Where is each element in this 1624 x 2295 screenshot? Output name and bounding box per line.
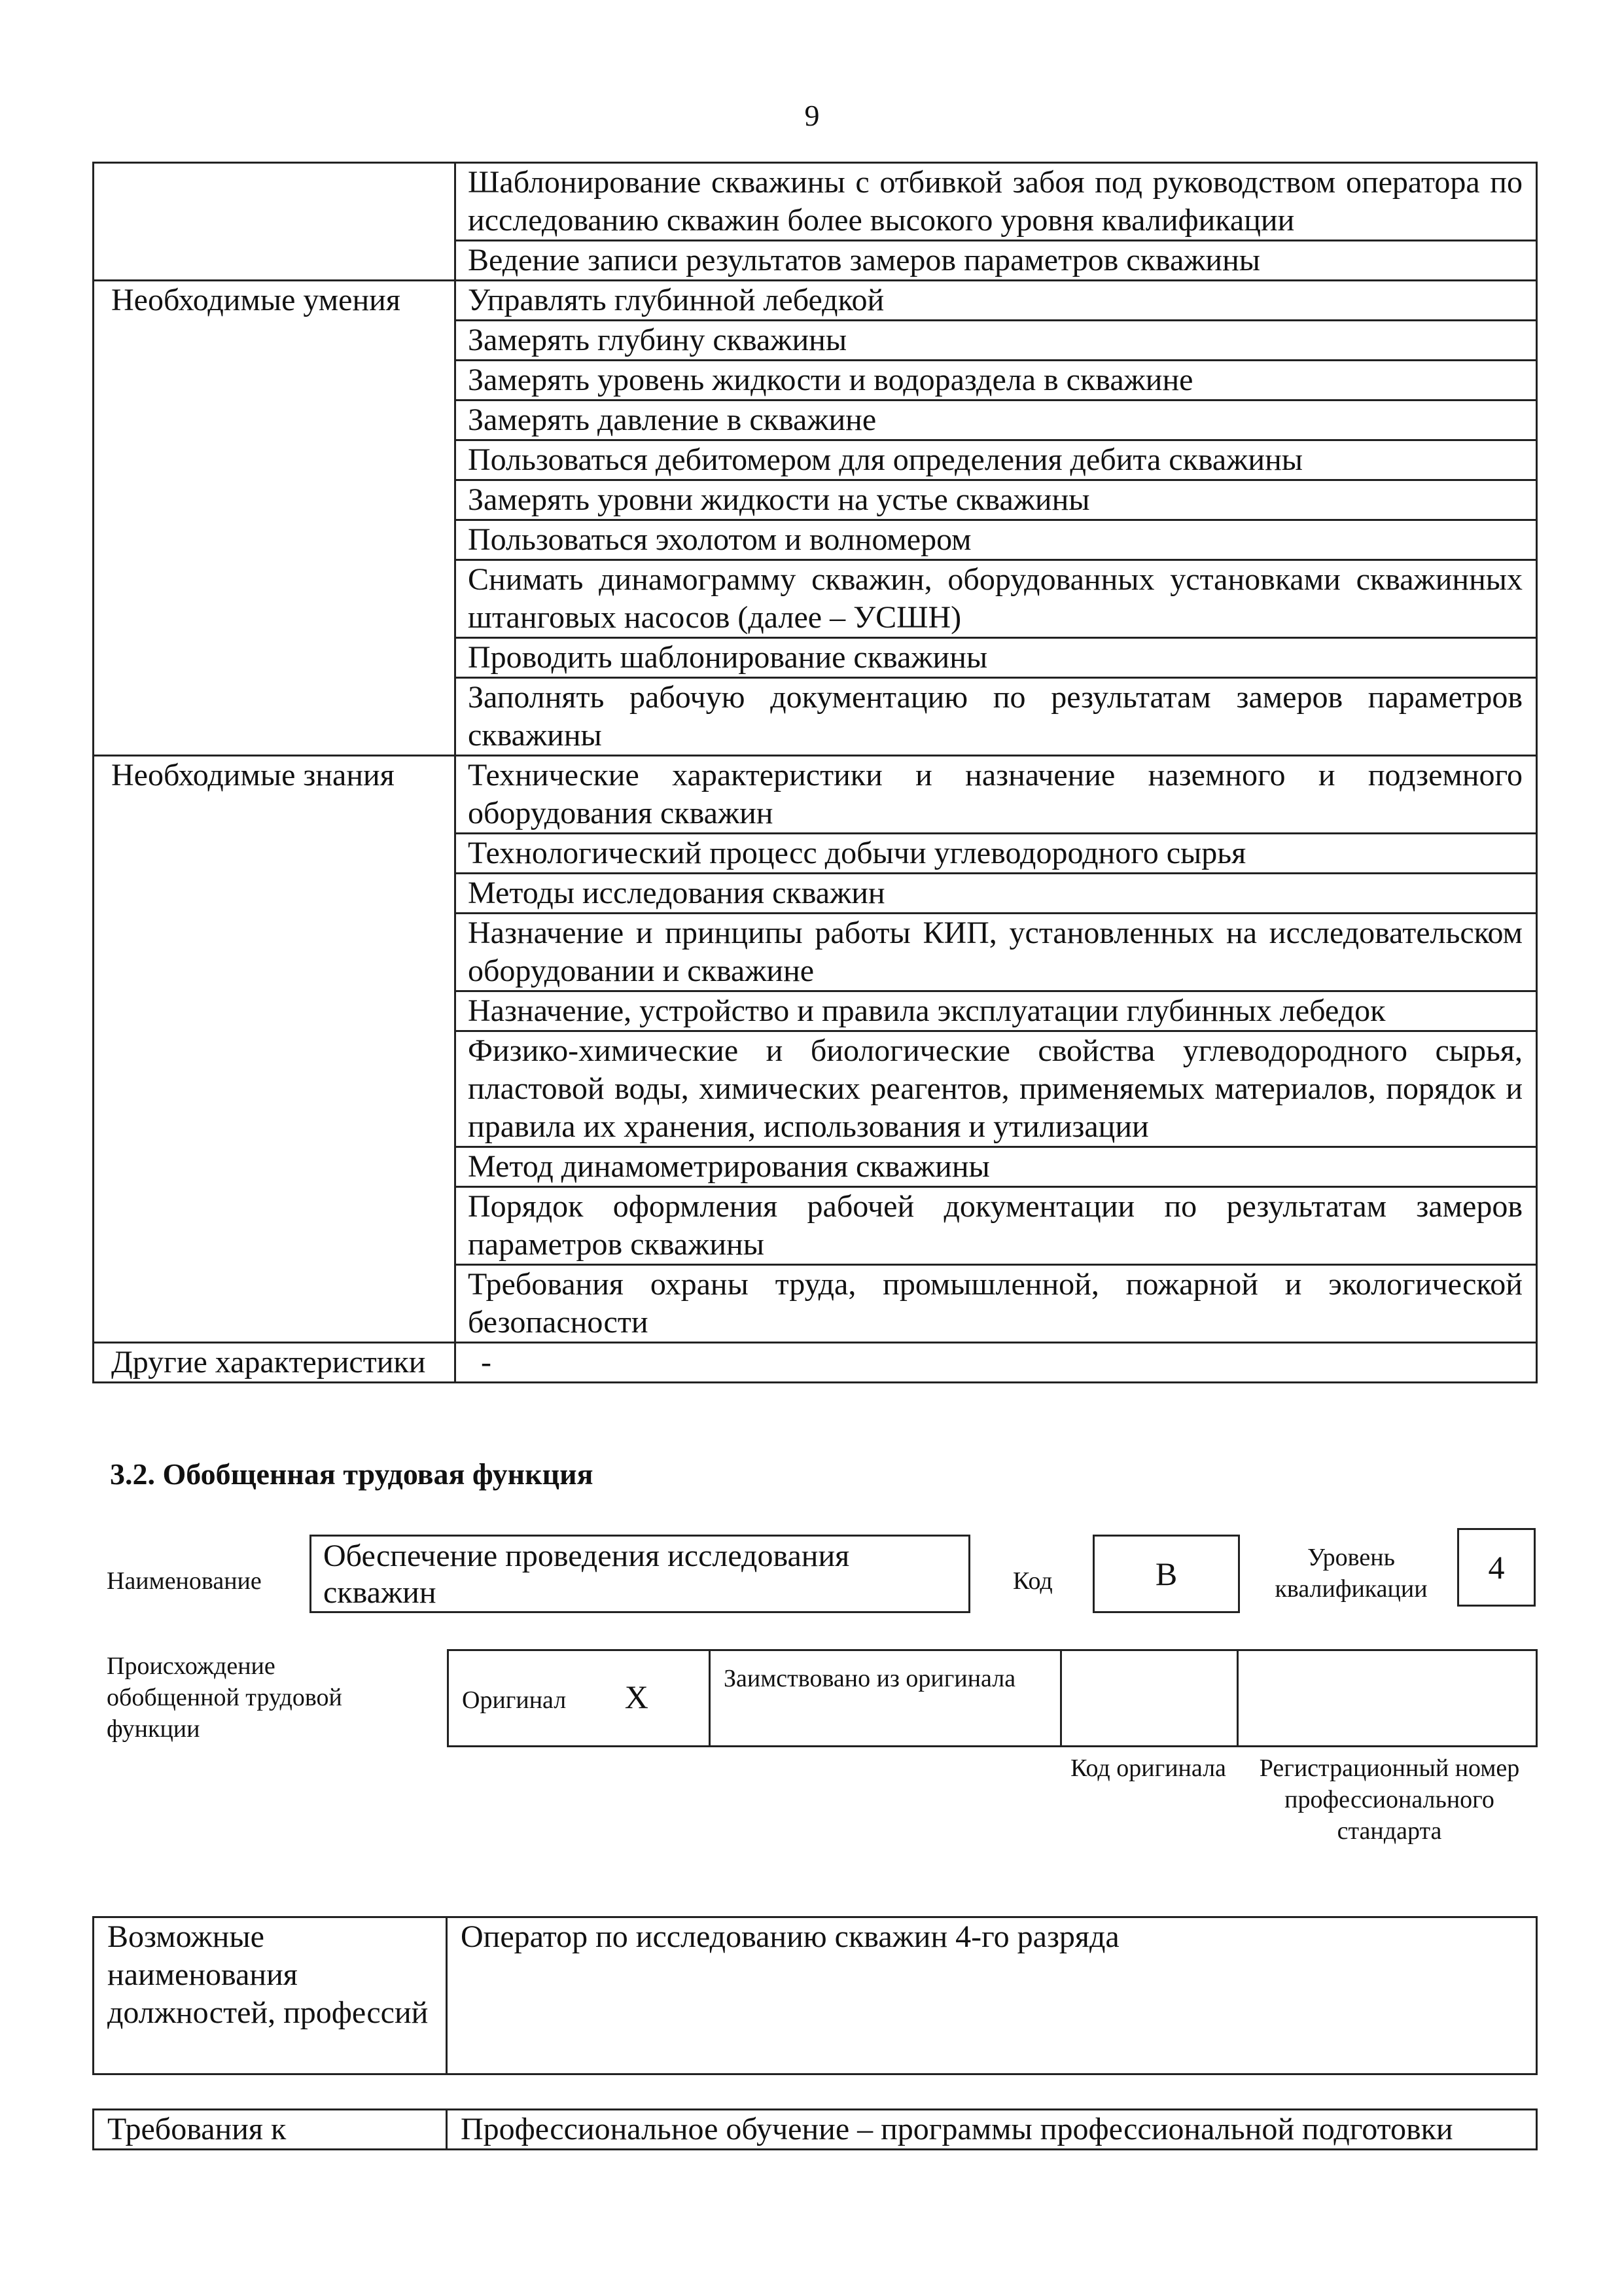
row-item-text: Требования охраны труда, промышленной, пожарной и экологической безопасности: [455, 1265, 1537, 1343]
row-item-text: -: [455, 1343, 1537, 1383]
level-value: 4: [1457, 1528, 1536, 1607]
table-row: [94, 281, 1537, 321]
row-item-text: Снимать динамограмму скважин, оборудованных установками скважинных штанговых насосов (далее – УСШН): [455, 560, 1537, 638]
original-label: Оригинал: [462, 1686, 567, 1714]
row-item-text: Назначение и принципы работы КИП, установленных на исследовательском оборудовании и скважине: [455, 914, 1537, 991]
requirements-row-table: [92, 2108, 1538, 2150]
code-label: Код: [1013, 1567, 1053, 1595]
code-value: B: [1093, 1535, 1240, 1613]
page-number: 9: [804, 99, 820, 132]
table-row: [94, 1343, 1537, 1383]
row-item-text: Технологический процесс добычи углеводородного сырья: [455, 834, 1537, 874]
row-item-text: Заполнять рабочую документацию по результатам замеров параметров скважины: [455, 678, 1537, 756]
borrowed-code-cell: [1061, 1650, 1238, 1747]
row-group-label: Необходимые умения: [94, 281, 455, 756]
requirements-value: Профессиональное обучение – программы профессиональной подготовки: [447, 2110, 1537, 2150]
row-item-text: Пользоваться дебитомером для определения дебита скважины: [455, 440, 1537, 480]
table-row: [94, 163, 1537, 241]
name-label: Наименование: [107, 1567, 262, 1595]
row-group-label: [94, 163, 455, 281]
borrowed-label: Заимствовано из оригинала: [710, 1650, 1061, 1747]
level-label: Уровень квалификации: [1275, 1544, 1428, 1603]
row-item-text: Физико-химические и биологические свойства углеводородного сырья, пластовой воды, химических реагентов, применяемых материалов, порядок и правила их хранения, использования и утилизации: [455, 1031, 1537, 1147]
positions-table: [92, 1916, 1538, 2075]
row-item-text: Замерять уровни жидкости на устье скважины: [455, 480, 1537, 520]
row-item-text: Метод динамометрирования скважины: [455, 1147, 1537, 1187]
origin-table: [447, 1649, 1538, 1747]
row-item-text: Замерять глубину скважины: [455, 321, 1537, 361]
table-row: [94, 756, 1537, 834]
section-title: 3.2. Обобщенная трудовая функция: [110, 1457, 593, 1491]
row-group-label: Другие характеристики: [94, 1343, 455, 1383]
row-item-text: Шаблонирование скважины с отбивкой забоя под руководством оператора по исследованию скважин более высокого уровня квалификации: [455, 163, 1537, 241]
row-item-text: Порядок оформления рабочей документации по результатам замеров параметров скважины: [455, 1187, 1537, 1265]
row-item-text: Пользоваться эхолотом и волномером: [455, 520, 1537, 560]
positions-label: Возможные наименования должностей, профессий: [94, 1917, 447, 2074]
row-item-text: Технические характеристики и назначение наземного и подземного оборудования скважин: [455, 756, 1537, 834]
row-item-text: Замерять уровень жидкости и водораздела в скважине: [455, 361, 1537, 400]
row-item-text: Методы исследования скважин: [455, 874, 1537, 914]
original-mark: X: [624, 1678, 648, 1715]
reg-number-caption: Регистрационный номер профессионального стандарта: [1259, 1754, 1520, 1845]
row-item-text: Управлять глубинной лебедкой: [455, 281, 1537, 321]
code-original-caption: Код оригинала: [1070, 1754, 1226, 1782]
row-item-text: Ведение записи результатов замеров параметров скважины: [455, 241, 1537, 281]
name-value: Обеспечение проведения исследования скважин: [309, 1535, 970, 1613]
positions-value: Оператор по исследованию скважин 4-го разряда: [447, 1917, 1537, 2074]
origin-label: Происхождение обобщенной трудовой функции: [107, 1652, 342, 1743]
row-item-text: Проводить шаблонирование скважины: [455, 638, 1537, 678]
row-item-text: Назначение, устройство и правила эксплуатации глубинных лебедок: [455, 991, 1537, 1031]
row-item-text: Замерять давление в скважине: [455, 400, 1537, 440]
requirements-table: [92, 162, 1538, 1383]
requirements-label: Требования к: [94, 2110, 447, 2150]
borrowed-reg-cell: [1238, 1650, 1537, 1747]
row-group-label: Необходимые знания: [94, 756, 455, 1343]
